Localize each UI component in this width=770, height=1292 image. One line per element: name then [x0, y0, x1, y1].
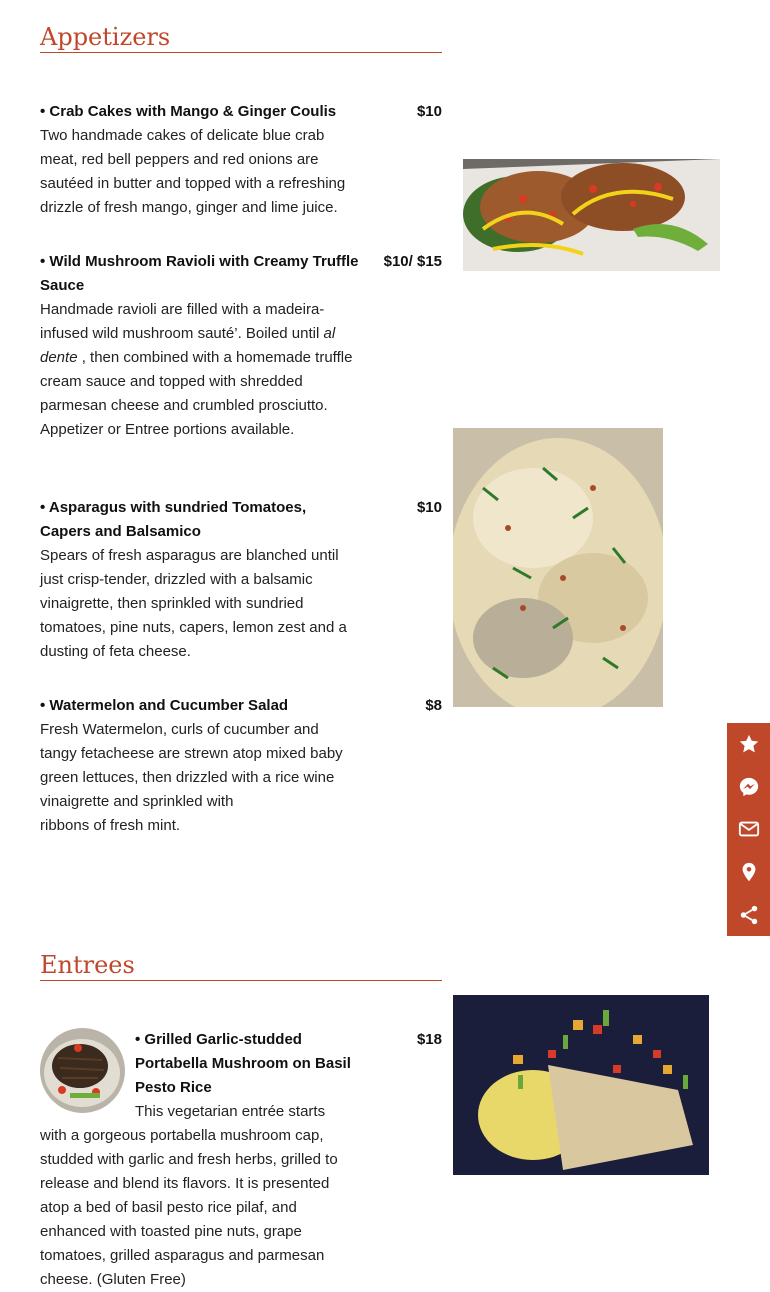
entree-portabella: [40, 1028, 352, 1292]
floating-action-sidebar: [727, 723, 770, 936]
item-title-asparagus: • Asparagus with sundried Tomatoes, Capers and Balsamico: [40, 499, 307, 540]
ravioli-photo: [453, 428, 663, 707]
section-title-appetizers: Appetizers: [40, 22, 442, 53]
item-desc-portabella: This vegetarian entrée starts with a gorgeous portabella mushroom cap, studded with garlic and fresh herbs, grilled to release and blend its flavors. It is presented atop a bed of basil pesto rice pilaf, and enhanced with toasted pine nuts, grape tomatoes, grilled asparagus and parmesan cheese. (Gluten Free): [40, 1103, 338, 1288]
messenger-icon: [738, 776, 760, 798]
location-pin-icon: [738, 861, 760, 883]
item-price-portabella: $18: [416, 1031, 442, 1048]
item-desc-crab-cakes: Two handmade cakes of delicate blue crab meat, red bell peppers and red onions are sautéed in butter and topped with a refreshing drizzle of fresh mango, ginger and lime juice.: [40, 127, 346, 216]
star-icon: [738, 733, 760, 755]
item-price-crab-cakes: $10: [416, 103, 442, 120]
share-button[interactable]: [727, 894, 770, 936]
share-icon: [738, 904, 760, 926]
item-price-ravioli: $10/ $15: [383, 253, 442, 270]
crab-cakes-photo: [463, 159, 720, 271]
entree-fish-photo: [453, 995, 709, 1175]
item-desc-watermelon-salad: Fresh Watermelon, curls of cucumber and tangy fetacheese are strewn atop mixed baby green lettuces, then drizzled with a rice wine vinaigrette and sprinkled with ribbons of fresh mint.: [40, 721, 343, 834]
section-title-entrees: Entrees: [40, 950, 442, 981]
favorite-button[interactable]: [727, 723, 770, 765]
messenger-button[interactable]: [727, 766, 770, 808]
item-price-asparagus: $10: [416, 499, 442, 516]
email-button[interactable]: [727, 808, 770, 850]
item-title-portabella: • Grilled Garlic-studded Portabella Mushroom on Basil Pesto Rice: [135, 1031, 351, 1096]
item-desc-asparagus: Spears of fresh asparagus are blanched until just crisp-tender, drizzled with a balsamic vinaigrette, then sprinkled with sundried tomatoes, pine nuts, capers, lemon zest and a dusting of feta cheese.: [40, 547, 347, 660]
item-title-watermelon-salad: • Watermelon and Cucumber Salad: [40, 697, 289, 714]
item-desc-ravioli: Handmade ravioli are filled with a madeira-infused wild mushroom sauté’. Boiled until al dente , then combined with a homemade truffle cream sauce and topped with shredded parmesan cheese and crumbled prosciutto. Appetizer or Entree portions available.: [40, 301, 353, 438]
item-price-watermelon-salad: $8: [425, 697, 442, 714]
location-button[interactable]: [727, 851, 770, 893]
item-title-ravioli: • Wild Mushroom Ravioli with Creamy Truffle Sauce: [40, 253, 359, 294]
email-icon: [738, 818, 760, 840]
item-title-crab-cakes: • Crab Cakes with Mango & Ginger Coulis: [40, 103, 337, 120]
thumbnail-float-spacer: [40, 1028, 135, 1113]
